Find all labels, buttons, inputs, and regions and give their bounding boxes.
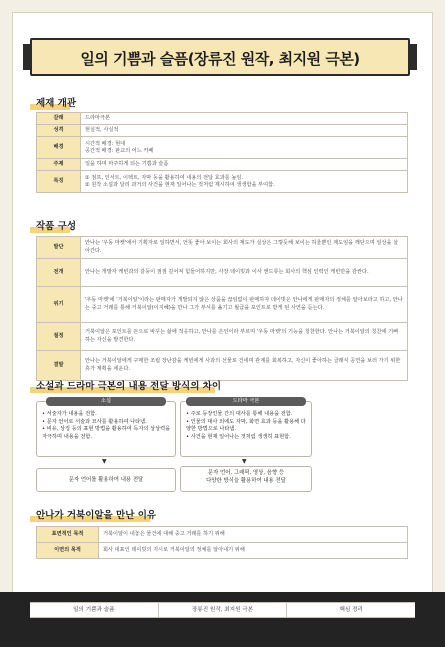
table-row <box>37 323 408 351</box>
structure-label: 결말 <box>37 351 81 381</box>
overview-value: 드라마극본 <box>81 113 408 125</box>
section-compare-heading <box>36 378 221 392</box>
title-tab-right <box>408 44 417 70</box>
footer-category: 핵심 정리 <box>339 607 363 613</box>
table-row <box>37 237 408 259</box>
title-banner <box>30 38 410 76</box>
list-item: • 서술자가 내용을 전함. <box>42 411 172 419</box>
table-row <box>37 351 408 381</box>
footer-author: 장류진 원작, 최지원 극본 <box>159 603 288 617</box>
section-reason-heading <box>36 507 156 521</box>
list-item: • 사건을 현재 일어나는 것처럼 생생히 표현함. <box>186 434 310 442</box>
list-item: • 인물의 대사 외에도 자막, 화면 효과 등을 활용해 다양한 방법으로 나타냄. <box>186 419 310 434</box>
drama-result-line: 다양한 방식을 활용하여 내용 전달 <box>206 477 286 484</box>
overview-label: 갈래 <box>37 113 81 125</box>
overview-value <box>81 171 408 193</box>
page-title: 일의 기쁨과 슬픔(장류진 원작, 최지원 극본) <box>80 50 360 68</box>
structure-label: 절정 <box>37 323 81 351</box>
section-compare-label: 소설과 드라마 극본의 내용 전달 방식의 차이 <box>36 381 222 392</box>
table-row <box>37 171 408 193</box>
overview-value <box>81 137 408 159</box>
structure-value: 안나는 개발자 케빈과의 갈등이 점점 깊어져 힘들어하지만, 사장 데이빗과 이사 앤드류는 회사의 핵심 인력인 케빈만을 감싼다. <box>81 259 408 287</box>
overview-label: 특징 <box>37 171 81 193</box>
table-row <box>37 543 408 559</box>
list-item: • 문자 언어로 서술과 묘사를 활용하여 나타냄. <box>42 419 172 427</box>
overview-value-line: 공간적 배경: 판교의 어느 카페 <box>85 147 154 154</box>
table-row <box>37 287 408 323</box>
section-reason-label: 안나가 거북이알을 만난 이유 <box>36 510 157 521</box>
structure-value: 안나는 '우동 마켓'에서 기획자로 일하면서, 언뜻 좋아 보이는 회사의 제도가 실상은 그렇듯해 보이는 허울뿐인 제도임을 깨닫으며 일상을 살아간다. <box>81 237 408 259</box>
table-row <box>37 125 408 137</box>
drama-result <box>180 466 312 492</box>
footer-title: 일의 기쁨과 슬픔 <box>30 603 159 617</box>
novel-header: 소설 <box>46 397 166 406</box>
novel-result: 문자 언어를 활용하여 내용 전달 <box>36 468 176 492</box>
down-arrow-icon: ▼ <box>102 458 107 465</box>
table-row <box>37 259 408 287</box>
novel-points <box>42 411 172 441</box>
overview-value-line: ① 점프, 인서트, 이펙트, 자막 등을 활용하여 내용의 전달 효과를 높임. <box>85 174 244 181</box>
reason-label: 이면의 목적 <box>37 543 99 559</box>
reason-table <box>36 526 408 559</box>
overview-label: 주제 <box>37 159 81 171</box>
reason-value: 회사 대표인 데이빗의 지시로 거북이알의 정체를 알아내기 위해 <box>99 543 408 559</box>
table-row <box>37 159 408 171</box>
reason-value: 거북이알이 내놓은 물건에 대해 중고 거래를 하기 위해 <box>99 527 408 543</box>
structure-value: 거북이알은 포인트를 돈으로 바꾸는 삶에 적응하고, 안나를 은인이라 부르며 '우동 마켓'의 기능을 칭찬한다. 안나는 거북이알의 칭찬에 기뻐하는 자신을 발견한다. <box>81 323 408 351</box>
structure-table <box>36 236 408 381</box>
structure-value: '우동 마켓'에 '거북이알'이라는 판매자가 개발되지 않은 상품을 끊임없이 판매하자 데이빗은 안나에게 판매자의 정체를 알아보라고 하고, 안나는 중고 거래를 통해 거북이알(이지혜)을 만나 그가 부서를 옮기고 월급을 포인트로 받게 된 사연을 듣는다. <box>81 287 408 323</box>
list-item: • 비유, 상징 등의 표현 방법을 활용하여 독자의 상상력을 자극하며 내용을 전함. <box>42 426 172 441</box>
page-footer <box>30 602 415 618</box>
table-row <box>37 113 408 125</box>
overview-value: 현실적, 사실적 <box>81 125 408 137</box>
section-overview-label: 제재 개관 <box>36 98 77 109</box>
structure-value: 안나는 거북이알에게 구매한 조립 장난감을 케빈에게 사과의 선물로 건네며 관계를 회복하고, 자신이 좋아하는 클래식 공연을 보러 가기 위한 휴가 계획을 세운다. <box>81 351 408 381</box>
overview-value-line: 시간적 배경: 현대 <box>85 140 126 147</box>
table-row <box>37 527 408 543</box>
list-item: • 주로 등장인물 간의 대사를 통해 내용을 전함. <box>186 411 310 419</box>
overview-value: 일을 하며 마주하게 되는 기쁨과 슬픔 <box>81 159 408 171</box>
bottom-band <box>0 592 445 647</box>
table-row <box>37 137 408 159</box>
structure-label: 발단 <box>37 237 81 259</box>
section-structure-label: 작품 구성 <box>36 221 77 232</box>
structure-label: 위기 <box>37 287 81 323</box>
overview-label: 성격 <box>37 125 81 137</box>
overview-label: 배경 <box>37 137 81 159</box>
drama-header: 드라마 극본 <box>186 397 306 406</box>
drama-result-line: 문자 언어, 그래픽, 영상, 음향 등 <box>207 470 285 476</box>
section-structure-heading <box>36 218 76 232</box>
section-overview-heading <box>36 95 76 109</box>
down-arrow-icon: ▼ <box>242 458 247 465</box>
overview-table <box>36 112 408 193</box>
title-tab-left <box>23 44 32 70</box>
structure-label: 전개 <box>37 259 81 287</box>
overview-value-line: ② 원작 소설과 달리 과거의 사건을 현재 일어나는 것처럼 제시하여 생생함을 부여함. <box>85 181 275 188</box>
reason-label: 표면적인 목적 <box>37 527 99 543</box>
drama-points <box>186 411 310 441</box>
